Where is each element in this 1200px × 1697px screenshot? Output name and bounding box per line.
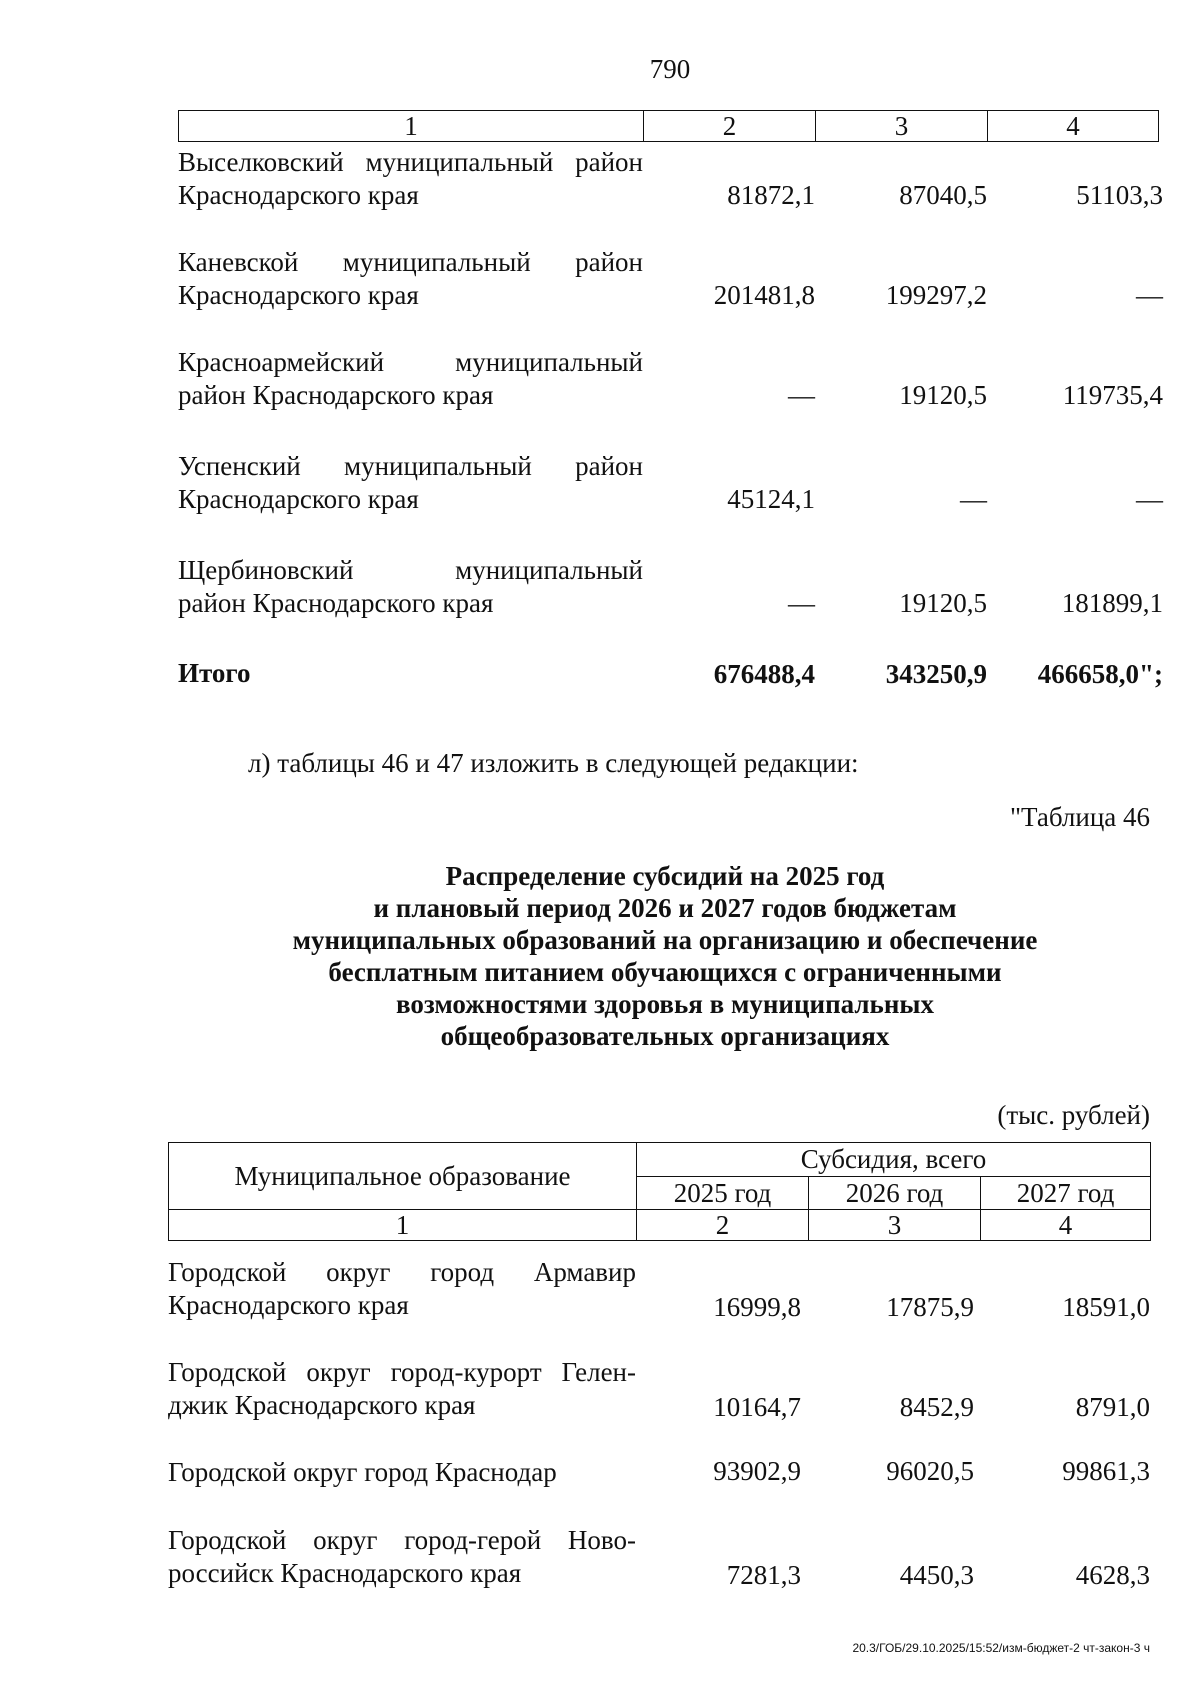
value-2026: 8452,9 [899, 1392, 974, 1422]
table1-body [178, 146, 1163, 706]
value-2025: 10164,7 [713, 1392, 801, 1422]
municipality-name: Городской округ город-курорт Гелен- [168, 1357, 636, 1387]
municipality-name-cont: район Краснодарского края [178, 588, 494, 618]
table1-col-header: 3 [816, 111, 988, 142]
table2-col-number: 2 [637, 1210, 809, 1241]
value-2025: 45124,1 [727, 484, 815, 514]
table1-col-header: 2 [644, 111, 816, 142]
municipality-name-cont: Краснодарского края [178, 180, 419, 210]
value-2026: 19120,5 [899, 588, 987, 618]
municipality-name: Городской округ город Краснодар [168, 1457, 557, 1487]
header-year: 2026 год [809, 1176, 981, 1210]
municipality-name-cont: джик Краснодарского края [168, 1390, 476, 1420]
table1-col-header: 4 [988, 111, 1159, 142]
value-2025: — [788, 588, 815, 618]
value-2025: 201481,8 [713, 280, 815, 310]
total-2026: 343250,9 [885, 659, 987, 689]
title-line: бесплатным питанием обучающихся с ограниченными [328, 957, 1002, 987]
title-line: общеобразовательных организациях [440, 1021, 890, 1051]
value-2026: — [960, 484, 987, 514]
table2-col-number: 1 [169, 1210, 637, 1241]
value-2026: 96020,5 [886, 1456, 974, 1486]
municipality-name: Городской округ город-герой Ново- [168, 1525, 636, 1555]
value-2026: 87040,5 [899, 180, 987, 210]
page-number: 790 [649, 54, 691, 84]
header-municipality: Муниципальное образование [169, 1143, 637, 1210]
municipality-name: Красноармейский муниципальный [178, 347, 643, 377]
municipality-name-cont: российск Краснодарского края [168, 1558, 522, 1588]
value-2025: 16999,8 [713, 1292, 801, 1322]
total-2025: 676488,4 [713, 659, 815, 689]
value-2025: 81872,1 [727, 180, 815, 210]
value-2027: 51103,3 [1076, 180, 1163, 210]
municipality-name: Каневской муниципальный район [178, 247, 643, 277]
municipality-name-cont: Краснодарского края [178, 484, 419, 514]
value-2026: 199297,2 [885, 280, 987, 310]
value-2025: 93902,9 [713, 1456, 801, 1486]
document-footer: 20.3/ГОБ/29.10.2025/15:52/изм-бюджет-2 чт-закон-3 ч [852, 1641, 1150, 1655]
table1-col-header: 1 [179, 111, 644, 142]
municipality-name-cont: Краснодарского края [178, 280, 419, 310]
table2-col-number: 3 [809, 1210, 981, 1241]
value-2025: — [788, 380, 815, 410]
municipality-name: Щербиновский муниципальный [178, 555, 643, 585]
municipality-name: Выселковский муниципальный район [178, 147, 643, 177]
total-label: Итого [178, 658, 251, 688]
title-line: возможностями здоровья в муниципальных [396, 989, 934, 1019]
table-label: "Таблица 46 [1010, 802, 1150, 832]
title-line: муниципальных образований на организацию и обеспечение [292, 925, 1038, 955]
table1-header [178, 110, 1159, 142]
header-year: 2027 год [981, 1176, 1151, 1210]
value-2027: 99861,3 [1062, 1456, 1150, 1486]
value-2027: 119735,4 [1062, 380, 1163, 410]
units-label: (тыс. рублей) [997, 1100, 1150, 1130]
table-title [0, 860, 1200, 1052]
value-2026: 19120,5 [899, 380, 987, 410]
title-line: Распределение субсидий на 2025 год [445, 861, 885, 891]
municipality-name: Городской округ город Армавир [168, 1257, 636, 1287]
value-2027: 181899,1 [1061, 588, 1163, 618]
value-2025: 7281,3 [726, 1560, 801, 1590]
amendment-paragraph: л) таблицы 46 и 47 изложить в следующей редакции: [248, 748, 859, 778]
municipality-name-cont: район Краснодарского края [178, 380, 494, 410]
total-2027: 466658,0"; [1037, 659, 1163, 689]
value-2027: 4628,3 [1075, 1560, 1150, 1590]
value-2027: — [1136, 484, 1163, 514]
value-2026: 17875,9 [886, 1292, 974, 1322]
table2-col-number: 4 [981, 1210, 1151, 1241]
title-line: и плановый период 2026 и 2027 годов бюджетам [373, 893, 957, 923]
header-year: 2025 год [637, 1176, 809, 1210]
table2-body [168, 1256, 1155, 1616]
value-2027: — [1136, 280, 1163, 310]
municipality-name-cont: Краснодарского края [168, 1290, 409, 1320]
municipality-name: Успенский муниципальный район [178, 451, 643, 481]
table2-header [168, 1142, 1151, 1241]
header-subsidy-total: Субсидия, всего [637, 1143, 1151, 1177]
value-2027: 18591,0 [1062, 1292, 1150, 1322]
value-2027: 8791,0 [1075, 1392, 1150, 1422]
value-2026: 4450,3 [899, 1560, 974, 1590]
